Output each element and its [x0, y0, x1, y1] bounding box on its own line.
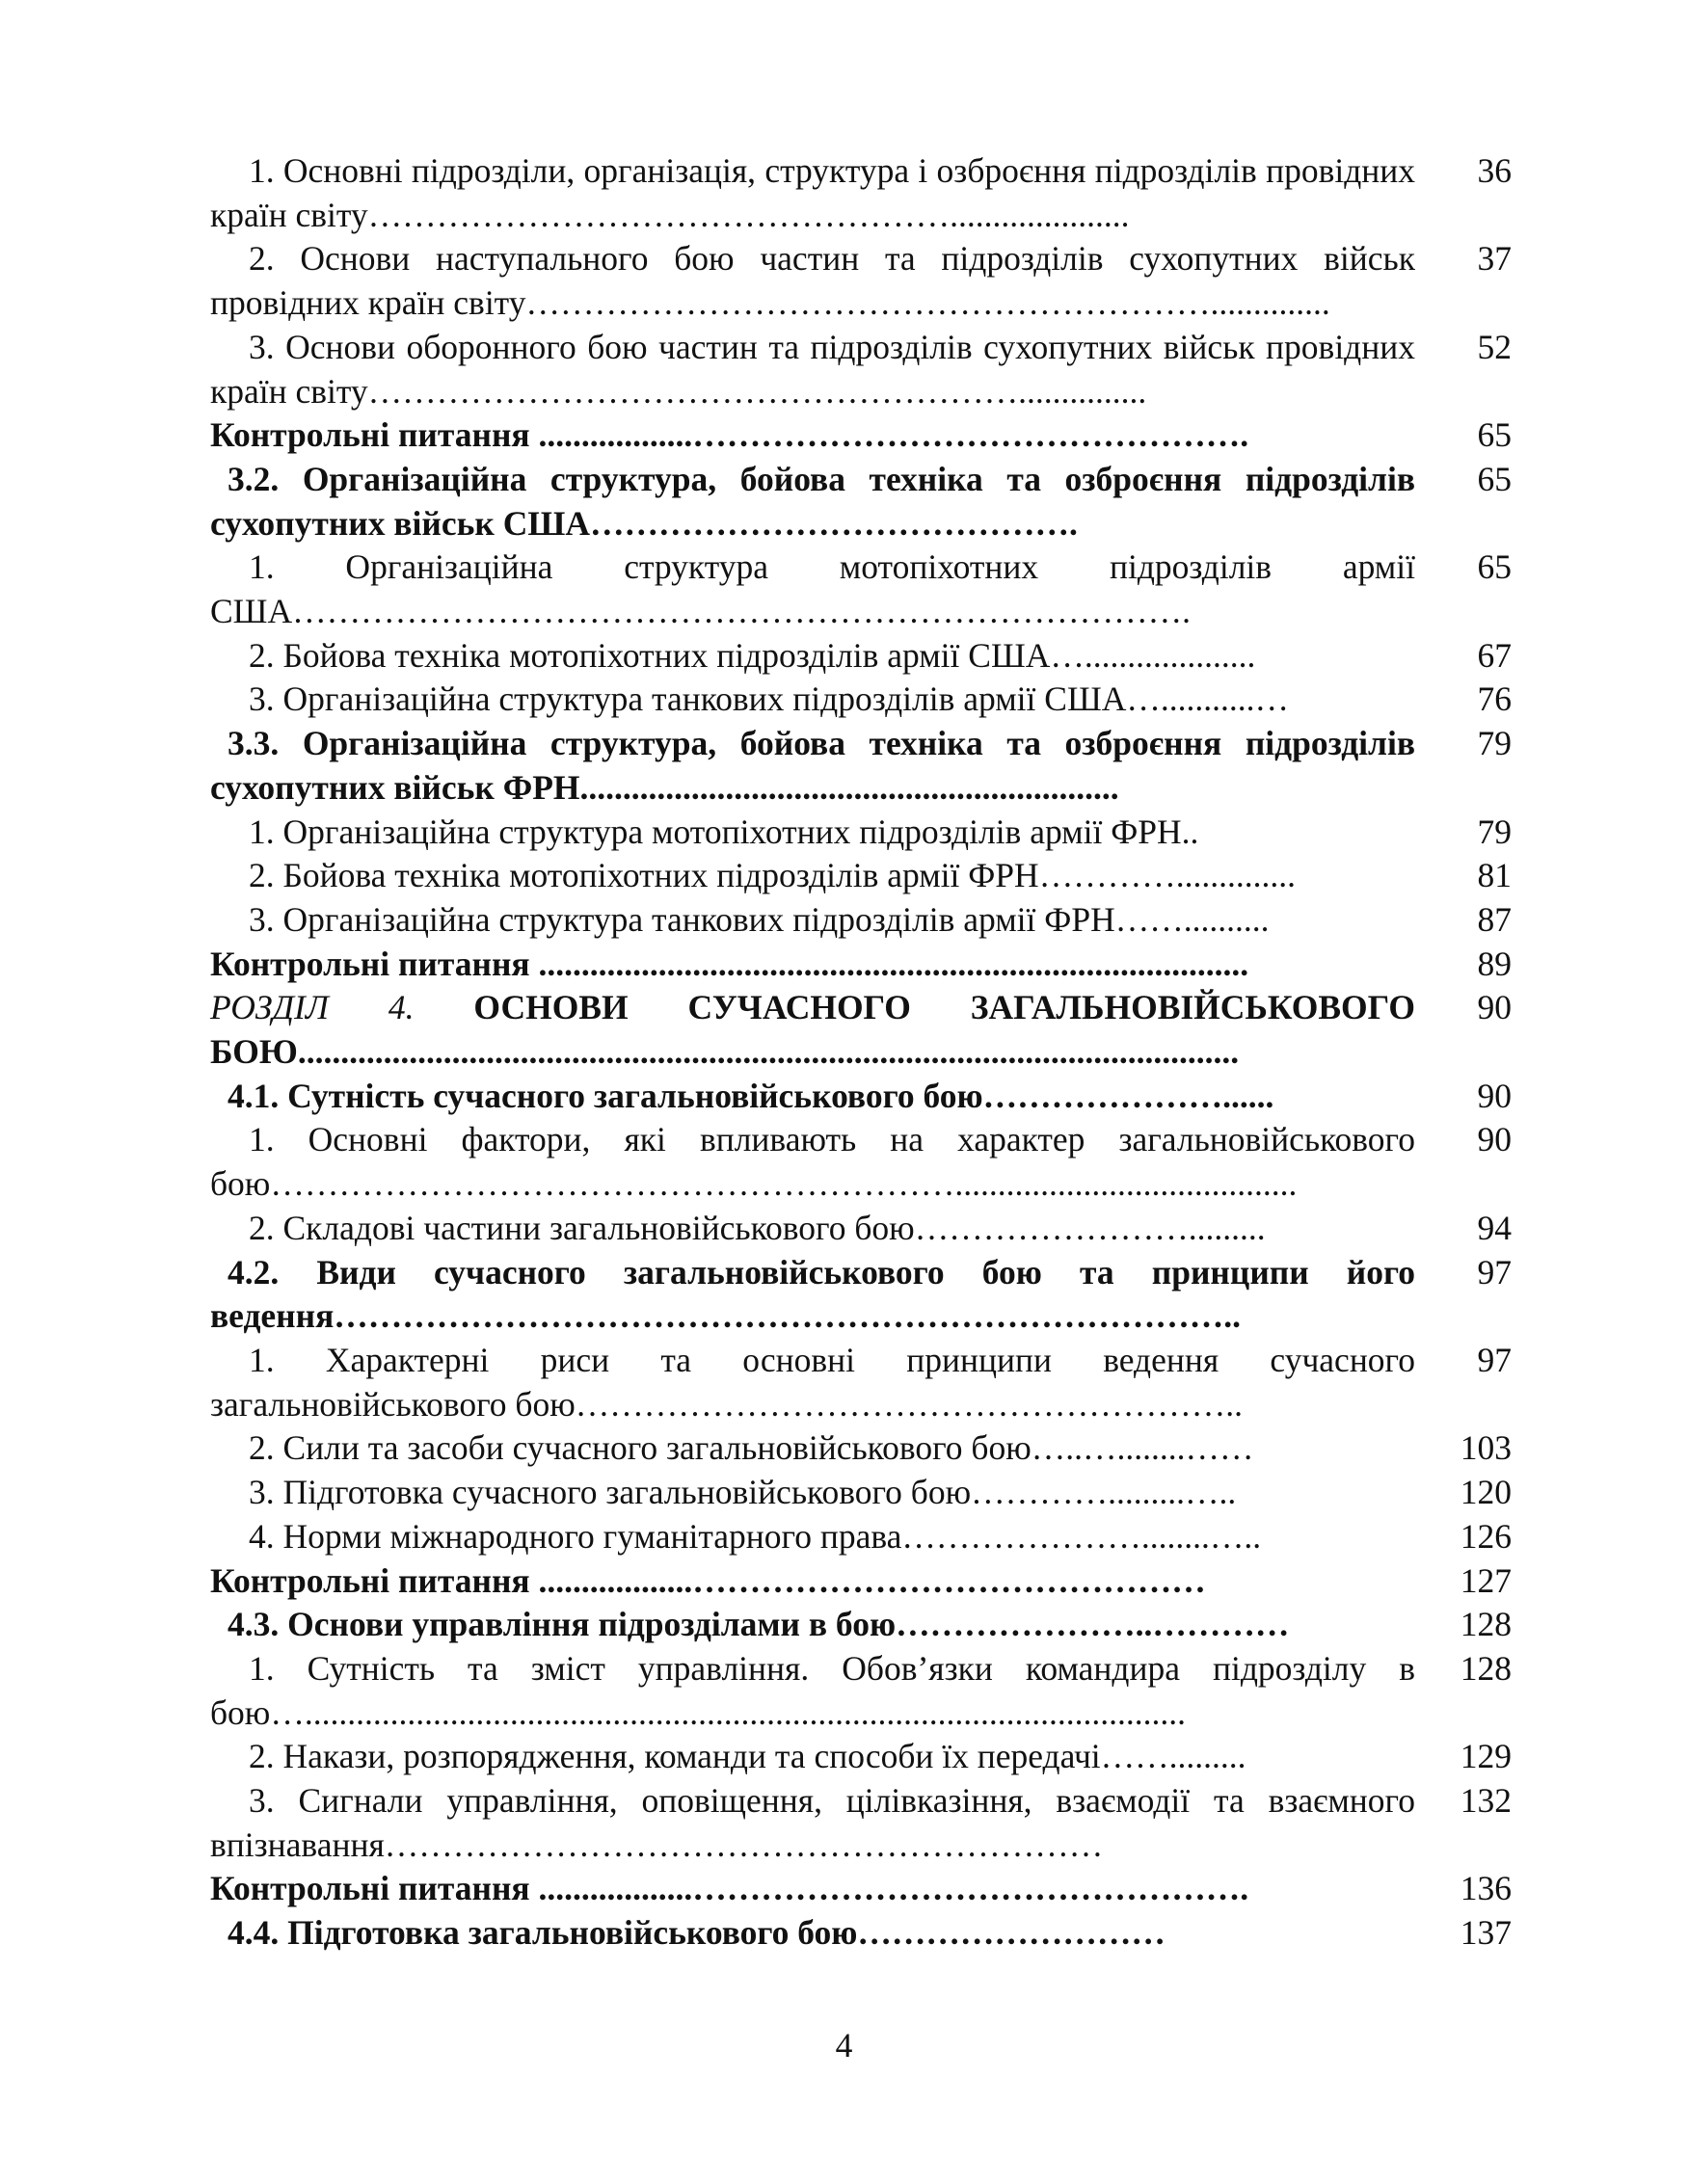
toc-entry-page: 136 [1460, 1869, 1512, 1908]
toc-entry-title [210, 1515, 1415, 1559]
toc-entry-page: 90 [1477, 1120, 1512, 1159]
toc-entry-page: 128 [1460, 1648, 1512, 1688]
toc-entry-page: 97 [1477, 1252, 1512, 1292]
toc-entry-title [210, 1118, 1415, 1206]
toc-entry [210, 1339, 1512, 1426]
toc-entry [210, 943, 1512, 987]
toc-entry-text: 3. Сигнали управління, оповіщення, цілівказіння, взаємодії та взаємного впізнавання……………………………………………………… [210, 1781, 1415, 1864]
toc-entry-page: 97 [1477, 1340, 1512, 1379]
toc-entry-title [210, 1251, 1415, 1339]
toc-entry [210, 1515, 1512, 1559]
toc-entry-title [210, 854, 1415, 898]
toc-entry [210, 1735, 1512, 1779]
toc-entry-text: Контрольні питання ..................…………………………………………. [210, 1869, 1249, 1908]
toc-entry-page: 120 [1460, 1473, 1512, 1512]
toc-entry-page: 126 [1460, 1516, 1512, 1556]
toc-entry-title [210, 943, 1415, 987]
toc-entry-page: 65 [1477, 547, 1512, 587]
toc-entry [210, 854, 1512, 898]
toc-entry-page: 67 [1477, 635, 1512, 675]
toc-entry [210, 458, 1512, 546]
toc-entry [210, 237, 1512, 325]
toc-entry-title [210, 1426, 1415, 1471]
toc-entry [210, 1779, 1512, 1867]
toc-entry-page: 89 [1477, 944, 1512, 983]
toc-entry [210, 1911, 1512, 1956]
toc-entry-text: 4.2. Види сучасного загальновійськового бою та принципи його ведення…………………………………………………………………….. [210, 1252, 1415, 1336]
section-prefix: РОЗДІЛ 4. [210, 988, 415, 1027]
toc-entry-text: 2. Бойова техніка мотопіхотних підрозділів армії ФРН………….............. [249, 856, 1296, 895]
toc-entry [210, 722, 1512, 810]
toc-entry-text: 1. Основні фактори, які впливають на характер загальновійськового бою……………………………………………………........................................ [210, 1120, 1415, 1204]
toc-entry-title [210, 1779, 1415, 1867]
toc-entry-text: 4.1. Сутність сучасного загальновійськового бою…………………...... [228, 1076, 1274, 1115]
toc-entry-title [210, 1559, 1415, 1604]
toc-entry-page: 103 [1460, 1428, 1512, 1468]
toc-entry [210, 1647, 1512, 1735]
toc-entry-page: 137 [1460, 1913, 1512, 1953]
toc-entry-title [210, 1207, 1415, 1251]
toc-entry-text: 1. Характерні риси та основні принципи ведення сучасного загальновійськового бою………………………………………………….. [210, 1340, 1415, 1424]
toc-entry [210, 1426, 1512, 1471]
toc-entry [210, 1075, 1512, 1119]
toc-entry-title [210, 546, 1415, 633]
toc-entry-title [210, 1339, 1415, 1426]
toc-entry [210, 1207, 1512, 1251]
toc-entry-title [210, 722, 1415, 810]
toc-entry-page: 79 [1477, 724, 1512, 763]
toc-entry [210, 1118, 1512, 1206]
toc-entry-page: 37 [1477, 239, 1512, 279]
toc-entry [210, 634, 1512, 679]
toc-entry-page: 52 [1477, 327, 1512, 366]
toc-entry-text: 3. Організаційна структура танкових підрозділів армії США…...........… [249, 679, 1290, 719]
toc-entry-text: 4.3. Основи управління підрозділами в бою…………………..………… [228, 1605, 1290, 1644]
toc-entry-text: Контрольні питання ..................…………………………………………. [210, 415, 1249, 455]
toc-entry [210, 413, 1512, 458]
toc-entry-page: 65 [1477, 459, 1512, 498]
toc-entry [210, 678, 1512, 722]
toc-entry-text: 2. Складові частини загальновійськового бою……………………......... [249, 1208, 1266, 1247]
toc-entry-title [210, 634, 1415, 679]
toc-entry-title [210, 986, 1415, 1074]
toc-entry-title [210, 1867, 1415, 1911]
toc-entry-text: ОСНОВИ СУЧАСНОГО ЗАГАЛЬНОВІЙСЬКОВОГО БОЮ.............................................................................................................. [210, 988, 1415, 1072]
toc-entry [210, 1559, 1512, 1604]
toc-entry-text: 1. Сутність та зміст управління. Обов’язки командира підрозділу в бою…....................................................................................................... [210, 1648, 1415, 1732]
toc-entry [210, 546, 1512, 633]
toc-entry-title [210, 1647, 1415, 1735]
toc-entry [210, 1867, 1512, 1911]
toc-entry-page: 90 [1477, 1076, 1512, 1115]
toc-entry-page: 132 [1460, 1781, 1512, 1821]
toc-entry-text: 2. Основи наступального бою частин та підрозділів сухопутних військ провідних країн світу…………………………………………………….............. [210, 239, 1415, 323]
toc-entry-title [210, 1075, 1415, 1119]
toc-entry-text: 4.4. Підготовка загальновійськового бою……………………… [228, 1913, 1166, 1953]
toc-entry-text: 3.3. Організаційна структура, бойова техніка та озброєння підрозділів сухопутних військ ФРН............................................................... [210, 724, 1415, 807]
toc-entry-page: 76 [1477, 679, 1512, 719]
toc-entry-title [210, 413, 1415, 458]
toc-entry-text: 2. Бойова техніка мотопіхотних підрозділів армії США….................... [249, 635, 1256, 675]
toc-entry-title [210, 1603, 1415, 1647]
toc-entry [210, 986, 1512, 1074]
toc-entry-page: 79 [1477, 812, 1512, 851]
toc-entry-page: 129 [1460, 1737, 1512, 1776]
toc-entry-title [210, 149, 1415, 237]
toc-entry-text: 3. Основи оборонного бою частин та підрозділів сухопутних військ провідних країн світу…………………………………………………............... [210, 327, 1415, 411]
toc-entry-text: 1. Організаційна структура мотопіхотних підрозділів армії США……………………………………………………………………. [210, 547, 1415, 631]
toc-entry-text: Контрольні питання ................................................................................... [210, 944, 1249, 983]
toc-entry-page: 36 [1477, 151, 1512, 190]
toc-entry-page: 87 [1477, 899, 1512, 939]
toc-entry-page: 81 [1477, 856, 1512, 895]
toc-entry-text: 3. Організаційна структура танкових підрозділів армії ФРН…….......... [249, 899, 1270, 939]
toc-entry-title [210, 898, 1415, 943]
toc-entry-text: 1. Організаційна структура мотопіхотних підрозділів армії ФРН.. [249, 812, 1199, 851]
toc-entry-text: 4. Норми міжнародного гуманітарного права…………………........….. [249, 1516, 1262, 1556]
toc-entry-title [210, 1735, 1415, 1779]
toc-entry-page: 94 [1477, 1208, 1512, 1247]
toc-entry [210, 1471, 1512, 1515]
toc-entry-title [210, 811, 1415, 855]
toc-entry-text: 3. Підготовка сучасного загальновійськового бою………….........….. [249, 1473, 1237, 1512]
toc-entry-title [210, 237, 1415, 325]
toc-entry-page: 90 [1477, 988, 1512, 1027]
toc-entry-text: 2. Сили та засоби сучасного загальновійськового бою…..…........…… [249, 1428, 1254, 1468]
toc-entry-text: 1. Основні підрозділи, організація, структура і озброєння підрозділів провідних країн світу……………………………………………..................... [210, 151, 1415, 234]
toc-entry-title [210, 326, 1415, 413]
toc-entry-page: 65 [1477, 415, 1512, 455]
toc-entry-title [210, 1911, 1415, 1956]
toc-entry [210, 326, 1512, 413]
toc-entry [210, 1603, 1512, 1647]
toc-entry-page: 127 [1460, 1560, 1512, 1600]
toc-entry-title [210, 458, 1415, 546]
toc-entry-text: 3.2. Організаційна структура, бойова техніка та озброєння підрозділів сухопутних військ США……………………………………. [210, 459, 1415, 543]
toc-entry-title [210, 1471, 1415, 1515]
toc-entry [210, 149, 1512, 237]
toc-entry-title [210, 678, 1415, 722]
toc-entry [210, 811, 1512, 855]
page-number: 4 [835, 2026, 853, 2064]
toc-entry-text: Контрольні питання ..................……………………………………… [210, 1560, 1206, 1600]
table-of-contents [210, 149, 1512, 1956]
toc-entry-page: 128 [1460, 1605, 1512, 1644]
toc-entry-text: 2. Накази, розпорядження, команди та способи їх передачі……......... [249, 1737, 1246, 1776]
toc-entry [210, 1251, 1512, 1339]
toc-entry [210, 898, 1512, 943]
